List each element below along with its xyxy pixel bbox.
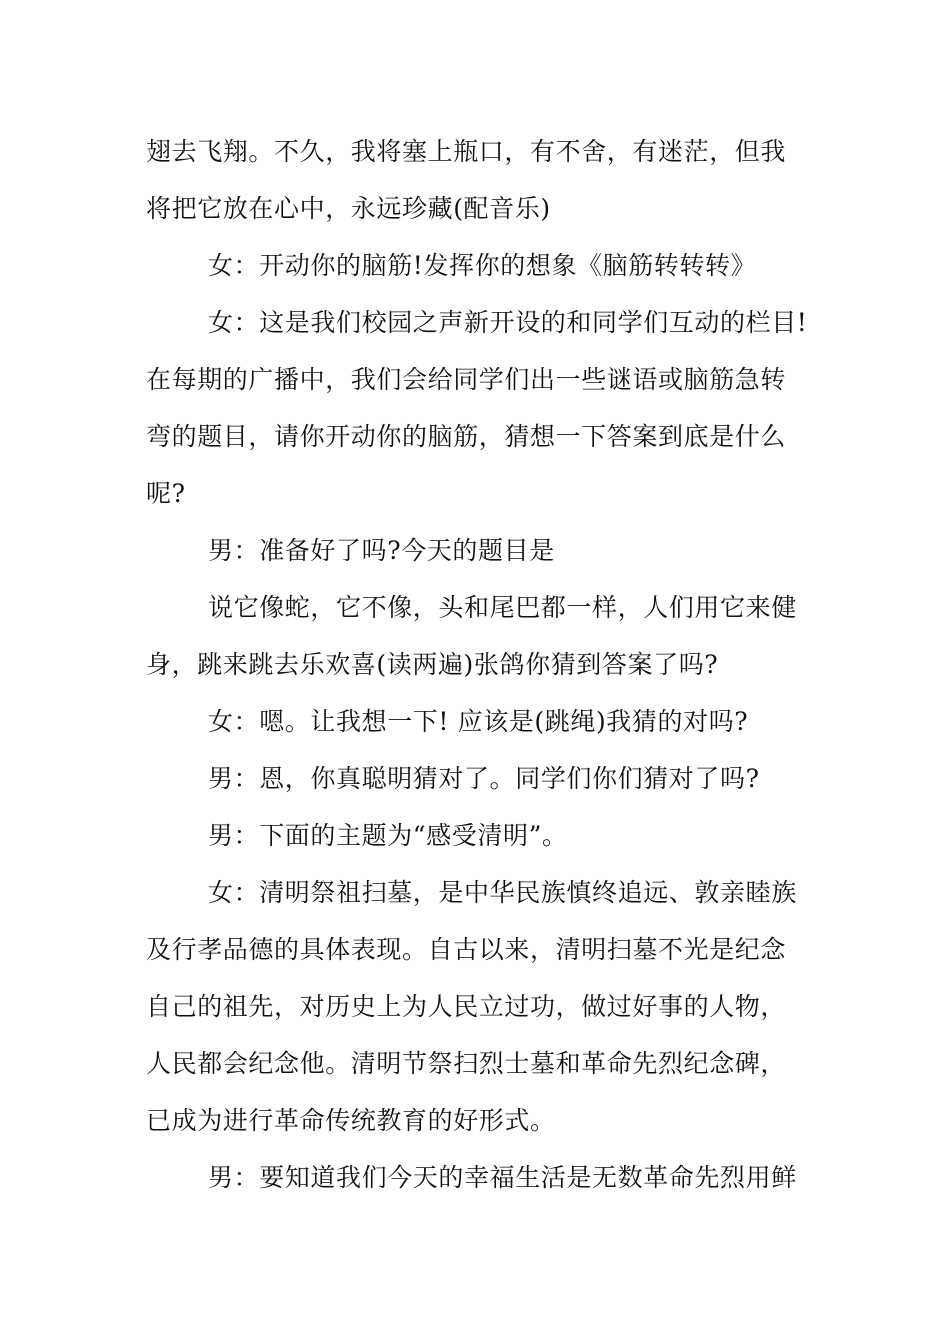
text-line: 男：要知道我们今天的幸福生活是无数革命先烈用鲜 — [208, 1163, 797, 1192]
text-line: 人民都会纪念他。清明节祭扫烈士墓和革命先烈纪念碑， — [146, 1049, 787, 1078]
text-line: 将把它放在心中，永远珍藏(配音乐) — [146, 194, 551, 223]
text-line: 自己的祖先，对历史上为人民立过功，做过好事的人物， — [146, 992, 787, 1021]
text-line: 女：这是我们校园之声新开设的和同学们互动的栏目! — [208, 308, 808, 337]
text-line: 弯的题目，请你开动你的脑筋，猜想一下答案到底是什么 — [146, 422, 787, 451]
text-line: 呢? — [146, 479, 186, 508]
text-line: 已成为进行革命传统教育的好形式。 — [146, 1106, 556, 1135]
text-line: 男：准备好了吗?今天的题目是 — [208, 536, 555, 565]
text-line: 说它像蛇，它不像，头和尾巴都一样，人们用它来健 — [208, 593, 797, 622]
text-line: 在每期的广播中，我们会给同学们出一些谜语或脑筋急转 — [146, 365, 787, 394]
text-line: 身，跳来跳去乐欢喜(读两遍)张鸽你猜到答案了吗? — [146, 650, 719, 679]
text-line: 女：嗯。让我想一下! 应该是(跳绳)我猜的对吗? — [208, 707, 749, 736]
text-line: 及行孝品德的具体表现。自古以来，清明扫墓不光是纪念 — [146, 935, 787, 964]
text-line: 女：清明祭祖扫墓，是中华民族慎终追远、敦亲睦族 — [208, 878, 797, 907]
text-line: 男：恩，你真聪明猜对了。同学们你们猜对了吗? — [208, 764, 760, 793]
text-line: 男：下面的主题为“感受清明”。 — [208, 821, 568, 850]
text-line: 翅去飞翔。不久，我将塞上瓶口，有不舍，有迷茫，但我 — [146, 137, 787, 166]
text-line: 女：开动你的脑筋!发挥你的想象《脑筋转转转》 — [208, 251, 757, 280]
